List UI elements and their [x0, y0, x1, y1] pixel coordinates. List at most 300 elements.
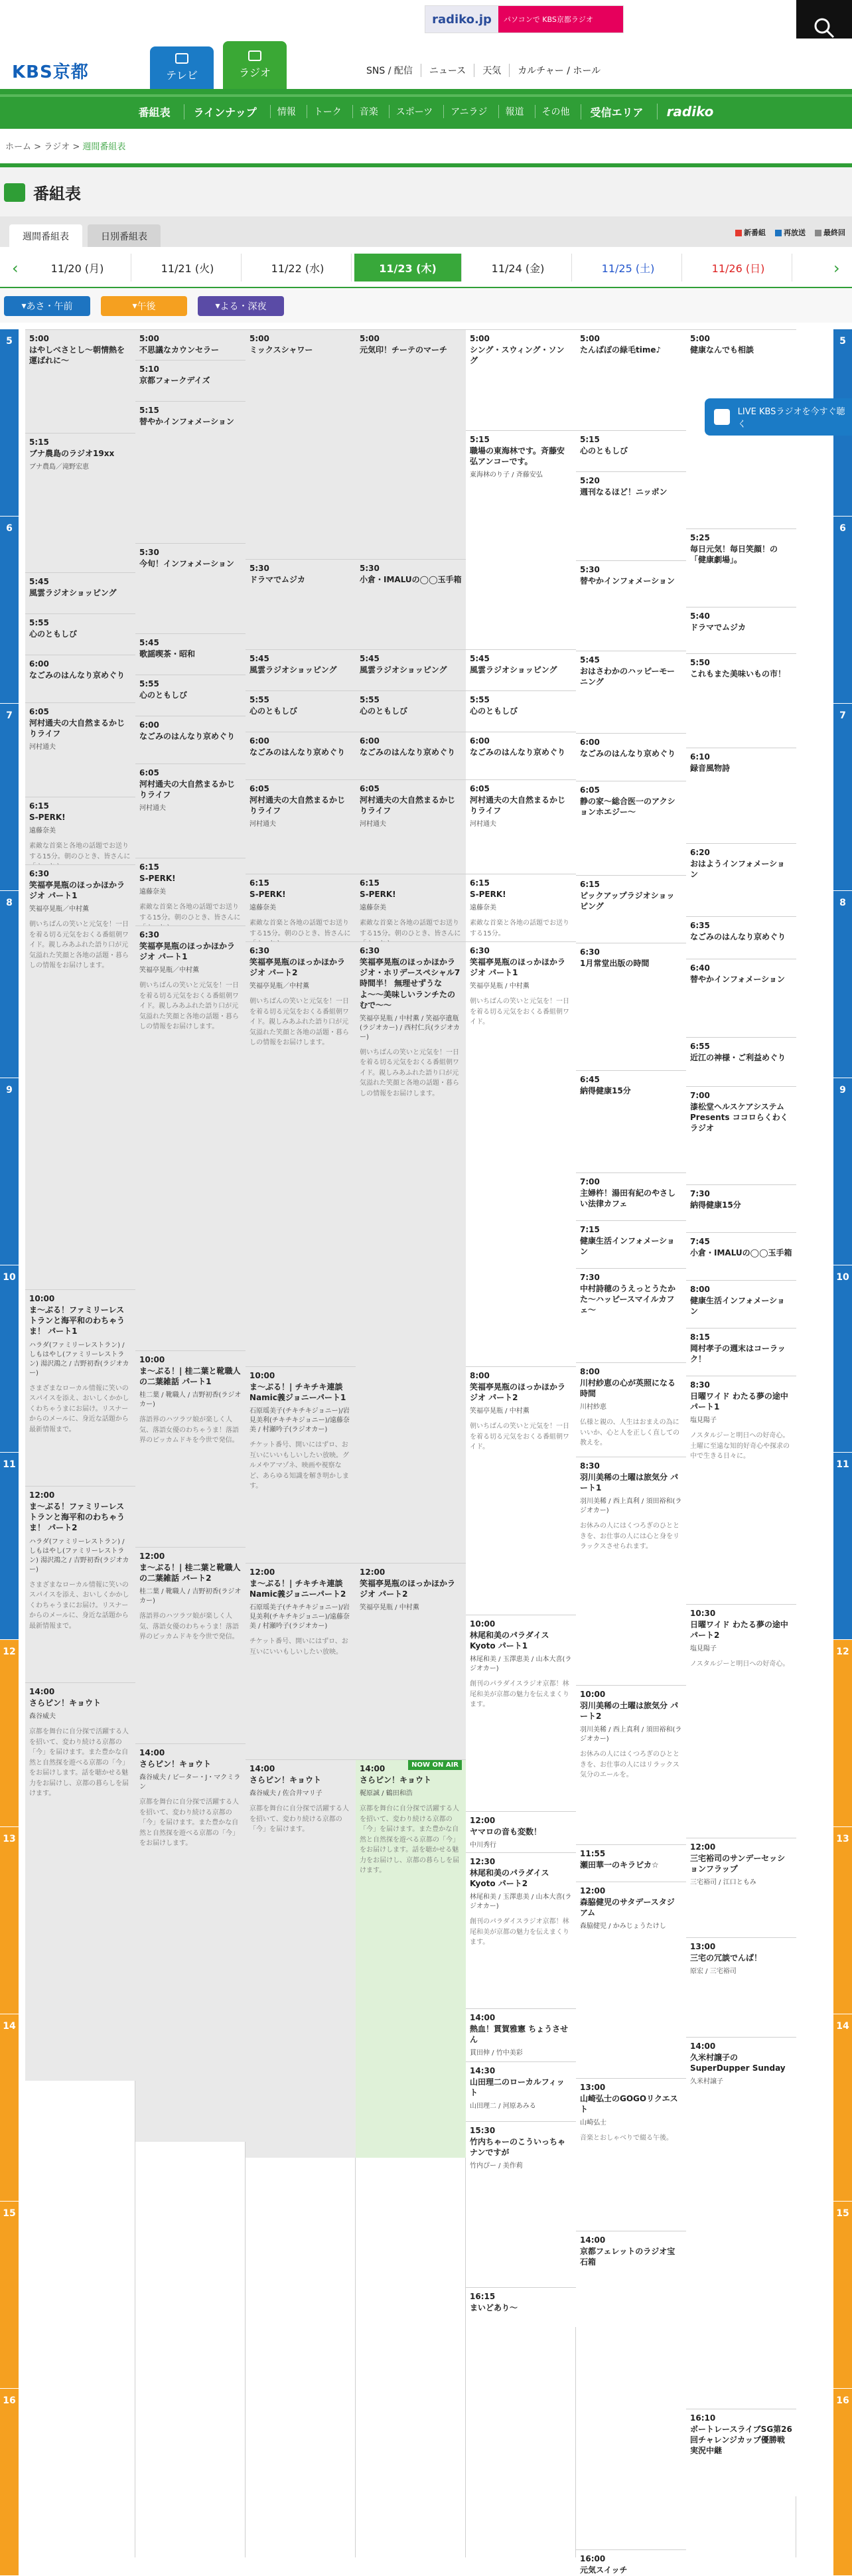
program-cell[interactable] — [576, 733, 686, 781]
program-description: 朝いちばんの笑いと元気を！一日を着る切る元気をおくる番組朝ワイド。親しみあふれた語り口が元気溢れた笑顔と各地の話題・暮らしの情報をお届けします。 — [139, 982, 239, 1031]
program-cell[interactable] — [356, 690, 466, 732]
day-column — [356, 329, 466, 2557]
program-time: 5:55 — [139, 679, 159, 688]
program-title: 河村通夫の大自然まるかじりライフ — [470, 795, 566, 816]
program-cell[interactable] — [466, 430, 576, 649]
program-cell[interactable] — [576, 1457, 686, 1685]
program-title: 河村通夫の大自然まるかじりライフ — [249, 795, 346, 816]
program-cell[interactable] — [686, 748, 796, 843]
link-culture[interactable]: カルチャー / ホール — [509, 64, 608, 77]
hour-label: 5 — [833, 329, 852, 517]
program-cast: 竹内ぴー / 美作莉 — [470, 2162, 523, 2170]
program-cell[interactable] — [686, 1937, 796, 2037]
program-cell[interactable] — [356, 559, 466, 649]
program-cell[interactable] — [466, 941, 576, 1366]
day-column — [246, 329, 356, 2557]
program-title: 近江の神様・ご利益めぐり — [690, 1053, 786, 1062]
program-cell[interactable] — [686, 2037, 796, 2409]
nav-info[interactable]: 情報 — [270, 105, 303, 118]
nav-lineup[interactable]: ラインナップ — [184, 104, 266, 120]
program-time: 5:00 — [29, 334, 49, 343]
program-time: 6:00 — [360, 736, 380, 746]
program-cell[interactable] — [25, 572, 135, 613]
program-title: 羽川美稀の土曜は旅気分 パート1 — [580, 1473, 679, 1493]
program-cell[interactable] — [576, 430, 686, 471]
program-cell[interactable] — [576, 943, 686, 1070]
nav-talk[interactable]: トーク — [307, 105, 348, 118]
program-description: 京都を舞台に自分探で活躍する人を招いて、変わり続ける京都の「今」を届けます。また豊かな自然と自然探を遊べる京都の「今」をお届けします。話を聴かせる魅力をお届けし、京都の暮らしを届けます。 — [360, 1805, 459, 1875]
program-title: 三宅裕司のサンデーセッションフラップ — [690, 1854, 786, 1874]
program-title: さらピン！キョウト — [29, 1698, 102, 1708]
program-cell[interactable] — [466, 329, 576, 430]
program-description: お休みの人にはくつろぎのひとときを、お仕事の人には心と身をリラックスさせられます。 — [580, 1522, 679, 1551]
live-listen-button[interactable] — [705, 398, 852, 436]
program-title: S-PERK! — [360, 890, 396, 899]
program-cell[interactable] — [356, 732, 466, 779]
radiko-ad-banner[interactable] — [425, 5, 624, 33]
program-cell[interactable] — [25, 655, 135, 702]
title-bar — [0, 163, 852, 216]
program-cell[interactable] — [686, 1838, 796, 1937]
program-title: 歌謡喫茶・昭和 — [139, 649, 196, 659]
program-time: 5:10 — [139, 364, 159, 374]
schedule-tabs — [0, 216, 852, 247]
program-cell[interactable] — [135, 360, 246, 401]
program-title: はやしべさとし〜朝情熱を運ばれに〜 — [29, 345, 125, 366]
program-cell[interactable] — [135, 764, 246, 858]
program-cell[interactable] — [686, 843, 796, 916]
program-cell[interactable] — [25, 864, 135, 1289]
nav-sports[interactable]: スポーツ — [389, 105, 439, 118]
program-cell[interactable] — [25, 433, 135, 572]
program-title: ドラマでムジカ — [690, 623, 746, 632]
hour-label: 12 — [0, 1640, 19, 1827]
program-title: 録音風物詩 — [690, 764, 731, 773]
nav-radiko[interactable]: radiko — [657, 104, 723, 120]
day-tab[interactable]: 11/24 (金) — [464, 254, 572, 282]
day-tab[interactable]: 11/25 (土) — [575, 254, 682, 282]
program-cell[interactable] — [686, 1328, 796, 1376]
program-time: 14:00 — [580, 2235, 606, 2245]
program-description: ノスタルジーと明日への好奇心。土曜に至遠な知的好奇心や探求の中で生きる日々に。 — [690, 1432, 790, 1461]
hour-label: 9 — [0, 1078, 19, 1265]
program-description: 創刊のパラダイスラジオ京都！林尾和美が京都の魅力を伝えまくります。 — [470, 1680, 569, 1709]
program-cell[interactable] — [246, 732, 356, 779]
program-time: 6:30 — [470, 946, 490, 955]
program-cell[interactable] — [135, 543, 246, 633]
program-cell[interactable] — [466, 1852, 576, 2008]
program-title: 毎日元気！毎日笑顔！の「健康劇場」。 — [690, 544, 778, 565]
program-cell[interactable] — [356, 874, 466, 941]
program-cell[interactable] — [466, 649, 576, 690]
program-cast: 森谷威夫 / ビーター・J・マクミラン — [139, 1774, 241, 1791]
program-time: 6:30 — [249, 946, 269, 955]
hour-label: 13 — [833, 1827, 852, 2014]
program-cell[interactable] — [576, 1070, 686, 1172]
legend — [735, 227, 845, 238]
program-title: 納得健康15分 — [690, 1200, 741, 1210]
program-title: 心のともしび — [580, 446, 628, 455]
program-title: 週刊なるほど！ニッポン — [580, 487, 668, 497]
program-description: 仏様と親の、人生はおまえの為にいいか、心と人を正しく直しての教えを。 — [580, 1419, 679, 1447]
program-cell[interactable] — [135, 401, 246, 543]
program-cell[interactable] — [25, 1289, 135, 1486]
tab-weekly[interactable]: 週間番組表 — [9, 224, 82, 247]
program-cell[interactable] — [135, 1547, 246, 1743]
program-cell[interactable] — [25, 613, 135, 655]
program-time: 12:00 — [470, 1816, 496, 1825]
program-title: 笑福亭晃瓶のほっかほかラジオ パート1 — [29, 880, 125, 901]
program-cell[interactable] — [686, 1280, 796, 1328]
program-description: 朝いちばんの笑いと元気を！一日を着る切る元気をおくる番組朝ワイド。 — [470, 998, 569, 1026]
program-cell[interactable] — [576, 2231, 686, 2549]
program-title: 久米村譲子の SuperDupper Sunday — [690, 2053, 786, 2073]
program-title: 健康生活インフォメーション — [580, 1236, 675, 1257]
program-cast: 久米村譲子 — [690, 2078, 723, 2086]
program-cell[interactable] — [576, 2549, 686, 2575]
program-title: なごみのはんなり京めぐり — [360, 748, 456, 757]
program-title: ま〜ぶる！ファミリーレストランと海平和のわちゃうま！ パート1 — [29, 1305, 125, 1336]
program-cell[interactable] — [246, 649, 356, 690]
legend-rerun: 再放送 — [775, 227, 806, 238]
top-links — [358, 64, 608, 77]
program-cell[interactable] — [686, 607, 796, 653]
jump-evening-button[interactable]: ▾ よる・深夜 — [198, 296, 284, 316]
program-time: 6:30 — [580, 947, 600, 957]
program-time: 6:10 — [690, 752, 710, 762]
program-title: 笑福亭晃瓶のほっかほかラジオ パート2 — [360, 1579, 456, 1599]
program-time: 15:30 — [470, 2126, 496, 2135]
site-logo[interactable]: KBS京都 — [12, 62, 89, 82]
program-cell[interactable] — [356, 649, 466, 690]
program-title: 風雲ラジオショッピング — [360, 665, 447, 675]
program-cell[interactable] — [466, 1615, 576, 1811]
program-cell[interactable] — [356, 1759, 466, 2158]
nav-music[interactable]: 音楽 — [352, 105, 385, 118]
program-title: 岡村孝子の週末はコーラック！ — [690, 1344, 786, 1364]
program-time: 14:00 — [249, 1764, 275, 1773]
program-time: 12:00 — [29, 1490, 55, 1500]
program-cell[interactable] — [466, 690, 576, 732]
program-cell[interactable] — [135, 926, 246, 1350]
program-cell[interactable] — [686, 653, 796, 748]
program-cell[interactable] — [686, 1184, 796, 1232]
program-time: 14:00 — [139, 1748, 165, 1757]
day-tab[interactable]: 11/23 (木) — [354, 254, 462, 282]
program-cell[interactable] — [576, 1220, 686, 1268]
tab-tv-label: テレビ — [166, 69, 198, 82]
program-time: 7:30 — [580, 1273, 600, 1282]
time-jump-buttons — [0, 288, 852, 323]
program-description: 落語界のハツラツ娘が楽しく人気、落語女優のわちゃうま！落語界のピッカムドキを今世で発信。 — [139, 1613, 239, 1641]
nav-schedule[interactable]: 番組表 — [138, 106, 171, 119]
day-tab[interactable]: 11/20 (月) — [24, 254, 131, 282]
program-cell[interactable] — [246, 1759, 356, 2158]
program-time: 5:00 — [139, 334, 159, 343]
program-cell[interactable] — [246, 1563, 356, 1759]
program-cast: 遠藤奈美 — [470, 904, 496, 912]
program-time: 5:45 — [580, 655, 600, 665]
program-cell[interactable] — [686, 1086, 796, 1184]
program-cell[interactable] — [466, 2121, 576, 2287]
program-time: 8:00 — [470, 1371, 490, 1380]
program-cell[interactable] — [576, 471, 686, 560]
program-cast: 川村紗恵 — [580, 1404, 606, 1411]
program-time: 7:15 — [580, 1225, 600, 1234]
link-sns[interactable]: SNS / 配信 — [366, 66, 413, 76]
program-time: 16:00 — [580, 2554, 606, 2563]
program-time: 8:15 — [690, 1332, 710, 1342]
program-time: 5:40 — [690, 611, 710, 621]
program-title: 笑福亭晃瓶のほっかほかラジオ・ホリデースペシャル7時間半！ 無理せずうなよ〜〜美味しいランチたのむで〜〜 — [360, 957, 461, 1010]
tab-tv[interactable] — [150, 46, 214, 89]
next-week-icon[interactable]: › — [833, 259, 840, 278]
program-cell[interactable] — [576, 1172, 686, 1220]
program-title: 小倉・IMALUの◯◯玉手箱 — [690, 1248, 792, 1257]
ad-banner-area — [0, 0, 852, 39]
program-title: ま〜ぶる！| チキチキ連談Namic義ジョニーパート2 — [249, 1579, 346, 1599]
day-tab[interactable]: 11/22 (水) — [244, 254, 352, 282]
jump-afternoon-button[interactable]: ▾ 午後 — [101, 296, 187, 316]
program-time: 10:00 — [470, 1619, 496, 1629]
onair-badge: NOW ON AIR — [408, 1760, 462, 1770]
link-weather[interactable]: 天気 — [474, 64, 509, 77]
program-cell[interactable] — [356, 941, 466, 1563]
ad-logo: radiko.jp — [425, 6, 498, 33]
program-cell[interactable] — [246, 779, 356, 874]
program-cell[interactable] — [466, 2061, 576, 2121]
program-cast: ハラダ(ファミリーレストラン) / しもはやし(ファミリーレストラン) 湯沢鴻之 / 吉野初香(ラジオカー) — [29, 1341, 129, 1377]
program-cell[interactable] — [25, 329, 135, 433]
program-cell[interactable] — [466, 732, 576, 779]
program-cell[interactable] — [135, 716, 246, 764]
prev-week-icon[interactable]: ‹ — [12, 259, 19, 278]
program-time: 10:00 — [139, 1355, 165, 1364]
program-cast: 山田理二 / 河原あみる — [470, 2103, 536, 2111]
program-cast: 中川秀行 — [470, 1842, 496, 1850]
program-time: 5:55 — [470, 695, 490, 704]
program-time: 13:00 — [690, 1942, 716, 1951]
program-time: 16:15 — [470, 2292, 496, 2301]
program-time: 14:00 — [29, 1687, 55, 1696]
program-cell[interactable] — [135, 329, 246, 360]
program-title: 職場の東海林です。斉藤安弘アンコーです。 — [470, 446, 565, 467]
program-time: 5:45 — [470, 654, 490, 663]
program-cast: 笑福亭晃瓶 / 中村薫 — [360, 1604, 419, 1612]
program-cell[interactable] — [135, 675, 246, 716]
program-time: 13:00 — [580, 2083, 606, 2092]
program-time: 10:30 — [690, 1609, 716, 1618]
program-time: 10:00 — [249, 1371, 275, 1380]
program-cell[interactable] — [466, 2008, 576, 2061]
hour-label: 8 — [0, 891, 19, 1078]
program-cell[interactable] — [466, 1811, 576, 1852]
program-cell[interactable] — [686, 528, 796, 607]
program-time: 5:55 — [360, 695, 380, 704]
program-cell[interactable] — [686, 1376, 796, 1604]
crumb-home[interactable]: ホーム — [5, 142, 32, 152]
program-cell[interactable] — [576, 1268, 686, 1362]
program-cast: 河村通夫 — [470, 821, 496, 829]
program-cell[interactable] — [466, 779, 576, 874]
program-time: 6:05 — [29, 707, 49, 716]
program-cast: 笑福亭晃瓶 / 中村薫 / 笑福亭遺瓶(ラジオカー) / 西村仁兵(ラジオカー) — [360, 1014, 460, 1041]
program-cell[interactable] — [576, 329, 686, 430]
program-cell[interactable] — [246, 941, 356, 1366]
program-cell[interactable] — [135, 1350, 246, 1547]
program-cell[interactable] — [576, 651, 686, 733]
program-time: 5:30 — [139, 548, 159, 557]
program-cell[interactable] — [25, 1486, 135, 1682]
nav-report[interactable]: 報道 — [498, 105, 531, 118]
program-cast: 遠藤奈美 — [360, 904, 386, 912]
program-cast: ブナ農島／滝野宏恵 — [29, 463, 89, 471]
program-cell[interactable] — [466, 2287, 576, 2327]
nav-area[interactable]: 受信エリア — [581, 104, 653, 120]
program-title: 笑福亭晃瓶のほっかほかラジオ パート1 — [139, 941, 236, 962]
program-cast: 塩見陽子 — [690, 1645, 717, 1653]
program-cast: 笑福亭晃瓶 / 中村薫 — [470, 1408, 530, 1415]
program-time: 6:55 — [690, 1042, 710, 1051]
program-description: 素敵な首楽と各地の話題でお送りする15分。 — [470, 920, 569, 937]
program-description: 朝いちばんの笑いと元気を！一日を着る切る元気をおくる番組朝ワイド。親しみあふれた語り口が元気溢れた笑顔と各地の話題・暮らしの情報をお届けします。 — [249, 998, 349, 1047]
program-cell[interactable] — [686, 959, 796, 1037]
program-title: なごみのはんなり京めぐり — [580, 749, 676, 758]
program-cast: 森谷威夫 — [29, 1713, 56, 1721]
program-cell[interactable] — [576, 560, 686, 651]
ad-text: パソコンで KBS京都ラジオ — [498, 6, 623, 33]
program-description: お休みの人にはくつろぎのひとときを、お仕事の人にはリラックス気分のエールを。 — [580, 1751, 679, 1779]
legend-new: 新番組 — [735, 227, 766, 238]
program-time: 6:00 — [580, 738, 600, 747]
program-time: 6:40 — [690, 963, 710, 973]
hour-label: 7 — [0, 704, 19, 891]
day-column — [25, 329, 135, 2557]
program-time: 6:05 — [139, 768, 159, 777]
program-cast: 羽川美稀 / 西上真利 / 須田裕和(ラジオカー) — [580, 1726, 682, 1743]
program-time: 8:30 — [690, 1380, 710, 1390]
program-cell[interactable] — [246, 874, 356, 941]
program-time: 14:00 — [690, 2042, 716, 2051]
program-title: なごみのはんなり京めぐり — [690, 932, 786, 941]
program-time: 5:30 — [360, 564, 380, 573]
program-title: 替やかインフォメーション — [139, 417, 234, 426]
hour-label: 14 — [0, 2014, 19, 2202]
link-news[interactable]: ニュース — [421, 64, 474, 77]
program-cell[interactable] — [576, 1844, 686, 1882]
hour-label: 6 — [0, 517, 19, 704]
tab-radio[interactable] — [223, 41, 287, 89]
program-cell[interactable] — [686, 2409, 796, 2496]
hour-label: 12 — [833, 1640, 852, 1827]
program-time: 7:30 — [690, 1189, 710, 1198]
program-time: 6:20 — [690, 848, 710, 857]
program-time: 5:00 — [470, 334, 490, 343]
program-cell[interactable] — [686, 1604, 796, 1838]
program-time: 5:00 — [580, 334, 600, 343]
program-time: 6:15 — [360, 878, 380, 888]
program-cell[interactable] — [356, 329, 466, 559]
program-cast: 河村通夫 — [249, 821, 276, 829]
program-title: 小倉・IMALUの◯◯玉手箱 — [360, 575, 462, 584]
crumb-radio[interactable]: ラジオ — [44, 142, 70, 152]
program-title: なごみのはんなり京めぐり — [139, 732, 236, 741]
program-cell[interactable] — [686, 916, 796, 959]
program-title: 心のともしび — [139, 690, 188, 700]
program-cell[interactable] — [466, 874, 576, 941]
program-cell[interactable] — [246, 690, 356, 732]
program-title: S-PERK! — [249, 890, 286, 899]
program-time: 10:00 — [580, 1690, 606, 1699]
program-cell[interactable] — [686, 1037, 796, 1086]
tab-daily[interactable]: 日別番組表 — [88, 224, 161, 247]
program-cast: 河村通夫 — [360, 821, 386, 829]
program-cell[interactable] — [356, 1563, 466, 1759]
program-time: 7:00 — [580, 1177, 600, 1186]
program-time: 5:20 — [580, 476, 600, 485]
program-description: 素敵な首楽と各地の話題でお送りする15分。朝のひとき、皆さんに — [249, 920, 351, 937]
program-cell[interactable] — [246, 559, 356, 649]
nav-anime[interactable]: アニラジ — [443, 105, 494, 118]
program-title: 笑福亭晃瓶のほっかほかラジオ パート1 — [470, 957, 566, 978]
program-cell[interactable] — [25, 702, 135, 797]
program-cell[interactable] — [25, 797, 135, 864]
program-title: 健康なんでも相談 — [690, 345, 754, 355]
program-cell[interactable] — [356, 779, 466, 874]
nav-other[interactable]: その他 — [535, 105, 577, 118]
program-title: さらピン！キョウト — [360, 1775, 432, 1785]
program-cell[interactable] — [135, 858, 246, 926]
program-title: なごみのはんなり京めぐり — [249, 748, 346, 757]
program-cell[interactable] — [576, 875, 686, 943]
day-tab[interactable]: 11/21 (火) — [134, 254, 242, 282]
program-cell[interactable] — [576, 2078, 686, 2231]
jump-morning-button[interactable]: ▾ あさ・午前 — [4, 296, 90, 316]
program-cell[interactable] — [246, 329, 356, 559]
day-column — [686, 329, 796, 2557]
program-time: 6:35 — [690, 921, 710, 930]
program-title: ミックスシャワー — [249, 345, 313, 355]
program-cell[interactable] — [135, 633, 246, 675]
program-title: 三宅の冗談でんぱ！ — [690, 1953, 762, 1963]
program-cast: 石原瑶美子(チキチキジョニー)/岩見美利(チキチキジョニー)/遠藤奈美 / 村瀬吟子(ラジオカー) — [249, 1408, 350, 1434]
program-cell[interactable] — [135, 1743, 246, 2142]
program-cell[interactable] — [25, 1682, 135, 2081]
program-cast: 笑福亭晃瓶 / 中村薫 — [470, 983, 530, 991]
program-time: 11:55 — [580, 1849, 606, 1858]
program-title: 羽川美稀の土曜は旅気分 パート2 — [580, 1701, 679, 1722]
program-cell[interactable] — [466, 1366, 576, 1615]
program-time: 5:45 — [29, 577, 49, 586]
program-cell[interactable] — [576, 1685, 686, 1844]
program-time: 6:00 — [29, 659, 49, 669]
program-time: 14:30 — [470, 2066, 496, 2075]
program-cell[interactable] — [576, 1362, 686, 1457]
program-cell[interactable] — [246, 1366, 356, 1563]
program-title: ま〜ぶる！| 桂二葉と靴職人の二葉雑話 パート2 — [139, 1563, 241, 1583]
day-tab[interactable]: 11/26 (日) — [685, 254, 792, 282]
program-cell[interactable] — [686, 1232, 796, 1280]
program-time: 5:55 — [249, 695, 269, 704]
program-time: 5:15 — [470, 435, 490, 444]
program-cell[interactable] — [576, 1882, 686, 2078]
hour-label: 13 — [0, 1827, 19, 2014]
program-cell[interactable] — [576, 781, 686, 875]
tv-icon — [175, 53, 188, 64]
program-title: 笑福亭晃瓶のほっかほかラジオ パート2 — [470, 1382, 566, 1403]
program-time: 5:15 — [580, 435, 600, 444]
program-title: 風雲ラジオショッピング — [470, 665, 557, 675]
